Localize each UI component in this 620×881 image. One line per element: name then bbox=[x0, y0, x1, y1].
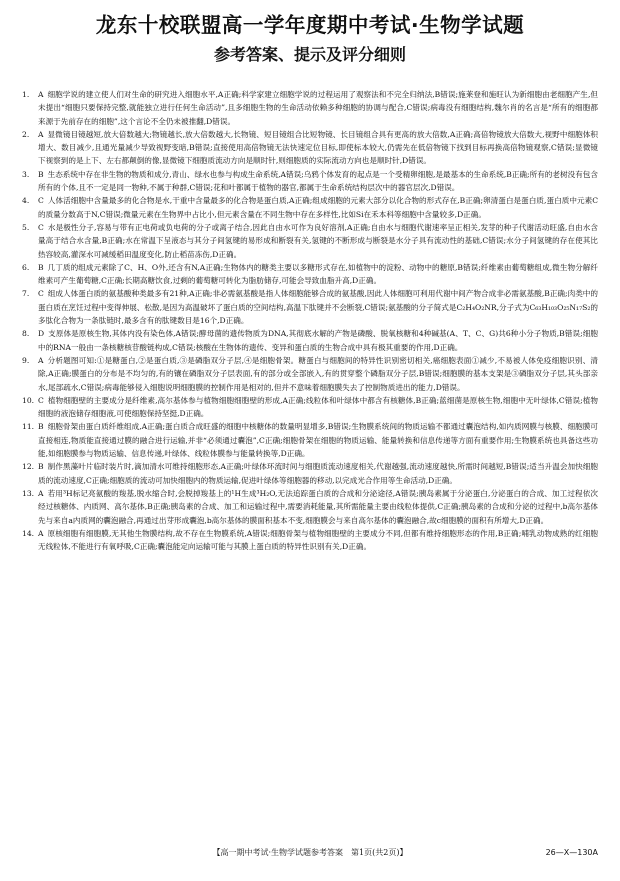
footer-page-info: 【高一期中考试·生物学试题参考答案 第1页(共2页)】 bbox=[212, 848, 408, 857]
item-number: 12. bbox=[22, 462, 35, 472]
answer-item bbox=[22, 88, 598, 128]
item-answer: A bbox=[38, 488, 44, 498]
item-explanation: 细胞骨架由蛋白质纤维组成,A正确;蛋白质合成旺盛的细胞中核糖体的数量明显增多,B错误;生物膜系统间的物质运输不都通过囊泡结构,如内质网膜与核膜、细胞膜可直接相连,物质能直接通过膜的融合进行运输,并非“必须通过囊泡”,C正确;细胞骨架在细胞的物质运输、能量转换和信息传递等方面有重要作用;生物膜系统也具备这些功能,如细胞膜参与物质运输、信息传递,叶绿体、线粒体膜参与能量转换等,D正确。 bbox=[38, 422, 598, 459]
item-number: 8. bbox=[22, 329, 30, 339]
item-number: 13. bbox=[22, 488, 35, 498]
answer-item bbox=[22, 460, 598, 487]
item-explanation: 生态系统中存在非生物的物质和成分,青山、绿水也参与构成生命系统,A错误;乌鸦个体发育的起点是一个受精卵细胞,是最基本的生命系统,B正确;所有的老树没有包含所有的个体,且不一定是同一物种,不属于种群,C错误;花和叶都属于植物的器官,都属于生命系统结构层次中的器官层次,D错误。 bbox=[38, 169, 598, 193]
answer-item bbox=[22, 394, 598, 421]
item-explanation: 制作黑藻叶片临时装片时,滴加清水可维持细胞形态,A正确;叶绿体环流时间与细胞质流动速度相关,代谢越强,流动速度越快,所需时间越短,B错误;适当升温会加快细胞质的流动速度,C正确;细胞质的流动可加快细胞内的物质运输,促进叶绿体等细胞器的移动,以完成光合作用等生命活动,D正确。 bbox=[38, 462, 598, 485]
answer-item bbox=[22, 194, 598, 221]
item-answer: D bbox=[38, 329, 45, 339]
answer-item bbox=[22, 168, 598, 195]
item-explanation: 水是极性分子,容易与带有正电荷或负电荷的分子或离子结合,因此自由水可作为良好溶剂,A正确;自由水与细胞代谢速率呈正相关,发芽的种子代谢活动旺盛,自由水含量高于结合水含量,B正确;水在常温下呈液态与其分子间氢键的易形成和断裂有关,氢键的不断形成与断裂是水分子具有流动性的基础,C错误;水分子间氢键的存在使其比热容较高,灌深水可减缓稻田温度变化,防止稻苗冻伤,D正确。 bbox=[38, 222, 598, 259]
item-explanation: 显微镜目镜越短,放大倍数越大;物镜越长,放大倍数越大,长物镜、短目镜组合比短物镜、长目镜组合具有更高的放大倍数,A正确;高倍物镜放大倍数大,视野中细胞体积增大、数目减少,且通光量减少导致视野变暗,B错误;直接使用高倍物镜无法快速定位目标,即使标本较大,仍需先在低倍物镜下找到目标再换高倍物镜观察,C错误;显微镜下视察到的是上下、左右都颠倒的像,显微镜下细胞质流动方向是顺时针,则细胞质的实际流动方向也是顺时针,D错误。 bbox=[38, 129, 598, 166]
answer-item bbox=[22, 287, 598, 327]
item-explanation: 组成人体蛋白质的氨基酸种类最多有21种,A正确;非必需氨基酸是指人体细胞能够合成的氨基酸,因此人体细胞可利用代谢中间产物合成非必需氨基酸,B正确;肉类中的蛋白质在烹饪过程中变得伸展、松散,是因为高温破坏了蛋白质的空间结构,高温下肽键并不会断裂,C错误;氨基酸的分子简式是C₂H₄O₂NR,分子式为C₆₃H₁₀₃O₂₅N₁₇S₂的多肽化合物为一条肽链时,最多含有的肽键数目是16个,D正确。 bbox=[38, 289, 598, 326]
answer-item bbox=[22, 261, 598, 288]
item-explanation: 分析题图可知:①是糖蛋白,②是蛋白质,③是磷脂双分子层,④是细胞骨架。糖蛋白与细胞间的特异性识别密切相关,癌细胞表面①减少,不易被人体免疫细胞识别、清除,A正确;膜蛋白的分布是不均匀的,有的镶在磷脂双分子层表面,有的部分或全部嵌入,有的贯穿整个磷脂双分子层,B错误;细胞膜的基本支架是③磷脂双分子层,其头部亲水,尾部疏水,C错误;病毒能够侵入细胞说明细胞膜的控制作用是相对的,但并不意味着细胞膜失去了控制物质进出的能力,D错误。 bbox=[38, 355, 598, 392]
item-answer: A bbox=[38, 528, 44, 538]
item-number: 10. bbox=[22, 395, 35, 405]
item-answer: B bbox=[38, 462, 44, 472]
item-explanation: 支原体是原核生物,其体内没有染色体,A错误;酵母菌的遗传物质为DNA,其彻底水解的产物是磷酸、脱氧核糖和4种碱基(A、T、C、G)共6种小分子物质,B错误;细胞中的RNA一般由一条核糖核苷酸链构成,C错误;核酸在生物体的遗传、变异和蛋白质的生物合成中具有极其重要的作用,D正确。 bbox=[38, 329, 598, 352]
item-number: 14. bbox=[22, 528, 35, 538]
item-number: 5. bbox=[22, 222, 30, 232]
answer-item bbox=[22, 327, 598, 354]
item-answer: A bbox=[38, 355, 44, 365]
item-answer: C bbox=[38, 395, 44, 405]
item-explanation: 原核细胞有细胞膜,无其他生物膜结构,故不存在生物膜系统,A错误;细胞骨架与植物细胞壁的主要成分不同,但都有维持细胞形态的作用,B正确;哺乳动物成熟的红细胞无线粒体,不能进行有氧呼吸,C正确;囊泡能定向运输可能与其膜上蛋白质的特异性识别有关,D正确。 bbox=[38, 528, 598, 552]
answer-item bbox=[22, 354, 598, 394]
item-number: 9. bbox=[22, 355, 30, 365]
item-number: 4. bbox=[22, 196, 30, 206]
page-title: 龙东十校联盟高一学年度期中考试·生物学试题 bbox=[95, 13, 525, 37]
item-answer: A bbox=[38, 129, 44, 139]
item-number: 11. bbox=[22, 422, 35, 432]
item-number: 1. bbox=[22, 90, 30, 99]
item-explanation: 几丁质的组成元素除了C、H、O外,还含有N,A正确;生物体内的糖类主要以多糖形式存在,如植物中的淀粉、动物中的糖原,B错误;纤维素由葡萄糖组成,微生物分解纤维素可产生葡萄糖,C正确;长期高糖饮食,过剩的葡萄糖可转化为脂肪储存,可能会导致血脂升高,D正确。 bbox=[38, 262, 598, 286]
answer-item bbox=[22, 487, 598, 527]
page-footer bbox=[22, 847, 598, 859]
item-answer: B bbox=[38, 169, 44, 179]
item-number: 7. bbox=[22, 289, 30, 299]
item-answer: B bbox=[38, 422, 44, 432]
item-answer: C bbox=[38, 222, 44, 232]
answer-item bbox=[22, 128, 598, 168]
item-answer: C bbox=[38, 289, 44, 299]
item-number: 2. bbox=[22, 129, 30, 139]
footer-exam-code: 26—X—130A bbox=[545, 848, 598, 857]
item-explanation: 人体活细胞中含量最多的化合物是水,干重中含量最多的化合物是蛋白质,A正确;组成细胞的元素大部分以化合物的形式存在,B正确;卵清蛋白是蛋白质,蛋白质中元素C的质量分数高于N,C错误;微量元素在生物界中占比小,但元素含量在不同生物中存在多样性,比如Si在禾本科等细胞中含量较多,D正确。 bbox=[38, 196, 598, 219]
item-explanation: 若用³H标记亮氨酸的羧基,脱水缩合时,会脱掉羧基上的¹H生成³H₂O,无法追踪蛋白质的合成和分泌途径,A错误;胰岛素属于分泌蛋白,分泌蛋白的合成、加工过程依次经过核糖体、内质网、高尔基体,B正确;胰岛素的合成、加工和运输过程中,需要消耗能量,其所需能量主要由线粒体提供,C正确;胰岛素的合成和分泌的过程中,b高尔基体先与来自a内质网的囊泡融合,再通过出芽形成囊泡,b高尔基体的膜面积基本不变,细胞膜会与来自高尔基体的囊泡融合,故c细胞膜的面积有所增大,D正确。 bbox=[38, 488, 598, 525]
item-answer: C bbox=[38, 196, 44, 206]
answer-item bbox=[22, 221, 598, 261]
item-answer: A bbox=[38, 90, 44, 99]
item-number: 3. bbox=[22, 169, 30, 179]
item-answer: B bbox=[38, 262, 44, 272]
item-explanation: 细胞学说的建立使人们对生命的研究进入细胞水平,A正确;科学家建立细胞学说的过程运用了观察法和不完全归纳法,B错误;施莱登和施旺认为新细胞由老细胞产生,但未提出“细胞只要保持完整,就能独立进行任何生命活动”,且多细胞生物的生命活动依赖多种细胞的协调与配合,C错误;病毒没有细胞结构,魏尔肖的名言是“所有的细胞都来源于先前存在的细胞”,这个言论不全仍未被推翻,D错误。 bbox=[38, 90, 598, 126]
answer-list bbox=[22, 88, 598, 553]
answer-item bbox=[22, 527, 598, 554]
item-explanation: 植物细胞壁的主要成分是纤维素,高尔基体参与植物细胞细胞壁的形成,A正确;线粒体和叶绿体中都含有核糖体,B正确;蓝细菌是原核生物,细胞中无叶绿体,C错误;植物细胞的液泡储存细胞液,可使细胞保持坚挺,D正确。 bbox=[38, 395, 598, 419]
page-subtitle: 参考答案、提示及评分细则 bbox=[213, 45, 406, 64]
answer-item bbox=[22, 420, 598, 460]
item-number: 6. bbox=[22, 262, 30, 272]
